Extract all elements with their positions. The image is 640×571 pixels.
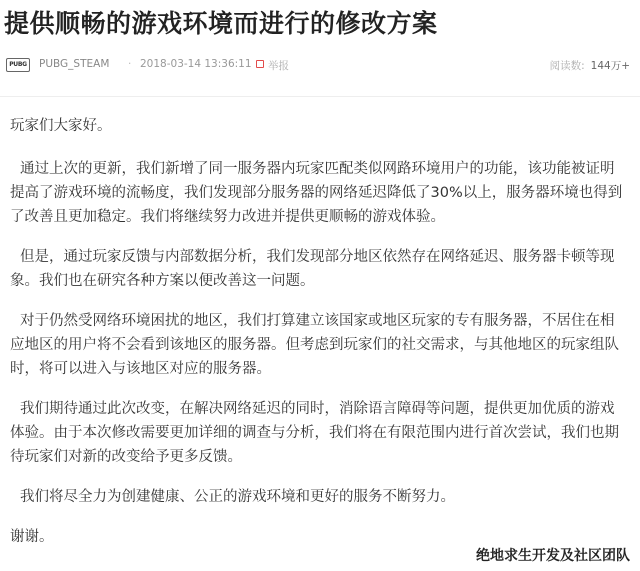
team-signature: 绝地求生开发及社区团队 (476, 548, 630, 564)
greeting-paragraph: 玩家们大家好。 (10, 118, 112, 134)
article-meta (6, 56, 634, 74)
body-paragraph: 通过上次的更新，我们新增了同一服务器内玩家匹配类似网路环境用户的功能，该功能被证明提高了游戏环境的流畅度，我们发现部分服务器的网络延迟降低了30%以上，服务器环境也得到了改善且更加稳定。我们将继续努力改进并提供更顺畅的游戏体验。 (10, 161, 623, 225)
article-body (10, 114, 628, 565)
publish-timestamp: 2018-03-14 13:36:11 (140, 58, 252, 70)
closing-paragraph: 谢谢。 (10, 529, 54, 545)
view-count (550, 58, 630, 73)
author-avatar[interactable]: PUBG (6, 58, 30, 72)
body-paragraph: 我们将尽全力为创建健康、公正的游戏环境和更好的服务不断努力。 (20, 489, 455, 505)
body-paragraph: 对于仍然受网络环境困扰的地区，我们打算建立该国家或地区玩家的专有服务器，不居住在相应地区的用户将不会看到该地区的服务器。但考虑到玩家们的社交需求，与其他地区的玩家组队时，将可以进入与该地区对应的服务器。 (10, 313, 619, 377)
header-divider (0, 96, 640, 97)
body-paragraph: 我们期待通过此次改变，在解决网络延迟的同时，消除语言障碍等问题，提供更加优质的游戏体验。由于本次修改需要更加详细的调查与分析，我们将在有限范围内进行首次尝试，我们也期待玩家们对新的改变给予更多反馈。 (10, 401, 619, 465)
report-link[interactable]: 举报 (268, 60, 289, 72)
meta-separator: · (128, 58, 132, 70)
article-title: 提供顺畅的游戏环境而进行的修改方案 (4, 9, 438, 38)
view-count-value: 144万+ (590, 60, 630, 72)
view-count-label: 阅读数: (549, 60, 585, 72)
author-name-link[interactable]: PUBG_STEAM (39, 58, 110, 70)
report-icon[interactable] (256, 60, 264, 68)
body-paragraph: 但是，通过玩家反馈与内部数据分析，我们发现部分地区依然存在网络延迟、服务器卡顿等现象。我们也在研究各种方案以便改善这一问题。 (10, 249, 615, 289)
